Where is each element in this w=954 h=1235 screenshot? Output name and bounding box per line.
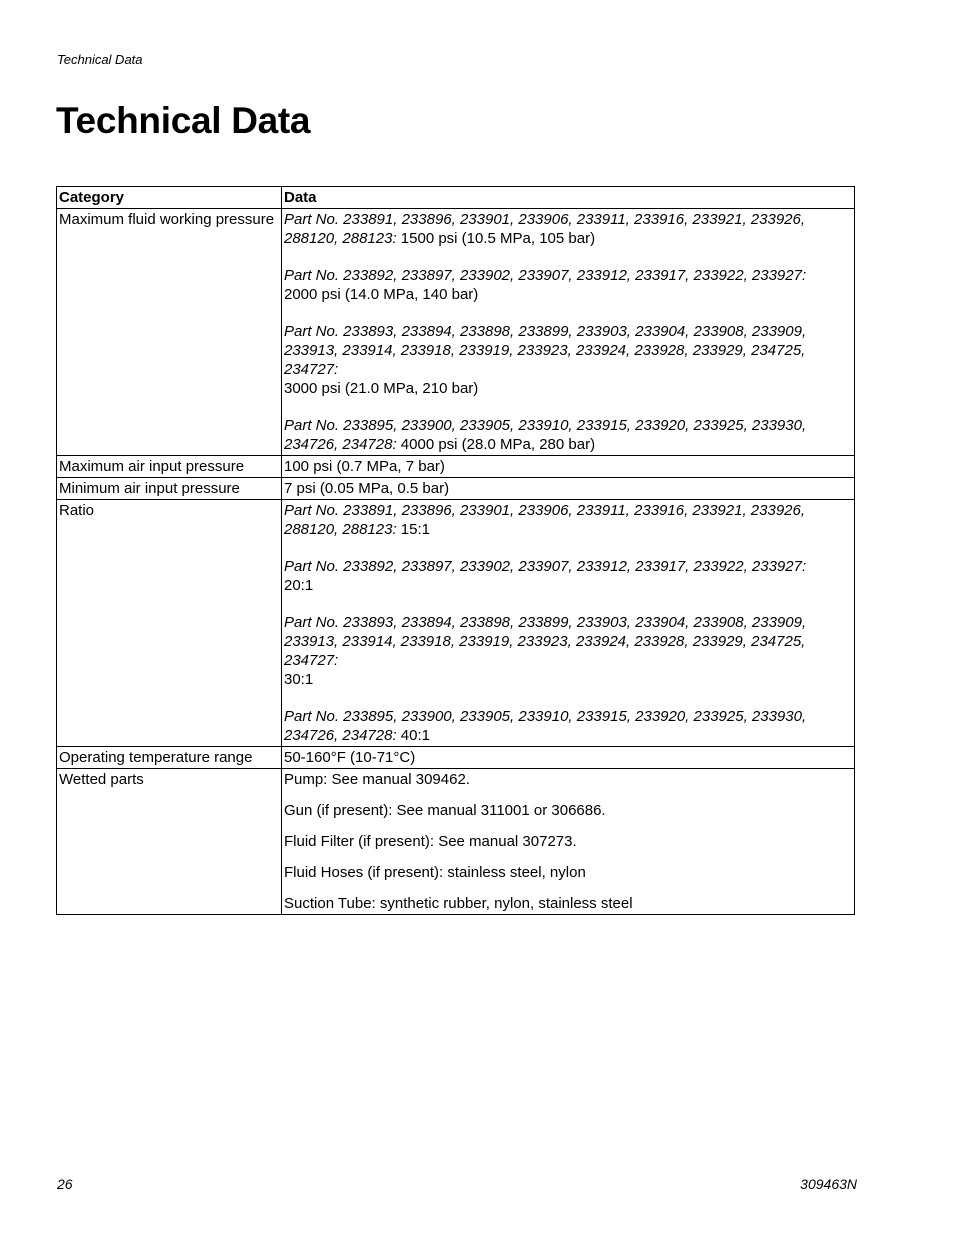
pressure-group-4000: [284, 416, 852, 454]
running-header: Technical Data: [57, 52, 143, 67]
part-numbers: Part No. 233893, 233894, 233898, 233899, 233903, 233904, 233908, 233909, 233913, 233914, 233918, 233919, 233923, 233924, 233928, 233929, 234725, 234727:: [284, 614, 807, 669]
column-header-data: Data: [282, 187, 855, 209]
document-number: 309463N: [800, 1176, 857, 1192]
pressure-group-1500: [284, 210, 852, 248]
part-numbers: Part No. 233893, 233894, 233898, 233899, 233903, 233904, 233908, 233909, 233913, 233914, 233918, 233919, 233923, 233924, 233928, 233929, 234725, 234727:: [284, 323, 807, 378]
part-numbers: Part No. 233891, 233896, 233901, 233906, 233911, 233916, 233921, 233926, 288120, 288123:: [284, 502, 806, 538]
table-row-min-air-pressure: [57, 478, 855, 500]
ratio-value: 15:1: [396, 521, 430, 538]
data-cell: [282, 769, 855, 915]
table-row-max-air-pressure: [57, 456, 855, 478]
category-cell: Maximum fluid working pressure: [57, 209, 282, 456]
ratio-group-40: [284, 707, 852, 745]
part-numbers: Part No. 233892, 233897, 233902, 233907, 233912, 233917, 233922, 233927:: [284, 267, 807, 284]
pressure-value: 2000 psi (14.0 MPa, 140 bar): [284, 286, 479, 303]
part-numbers: Part No. 233892, 233897, 233902, 233907, 233912, 233917, 233922, 233927:: [284, 558, 807, 575]
wetted-item-suction-tube: Suction Tube: synthetic rubber, nylon, stainless steel: [284, 895, 633, 912]
data-cell: 7 psi (0.05 MPa, 0.5 bar): [282, 478, 855, 500]
part-numbers: Part No. 233895, 233900, 233905, 233910, 233915, 233920, 233925, 233930, 234726, 234728:: [284, 708, 807, 744]
table-row-max-fluid-pressure: [57, 209, 855, 456]
pressure-group-3000: [284, 322, 852, 398]
ratio-group-30: [284, 613, 852, 689]
ratio-group-15: [284, 501, 852, 539]
part-numbers: Part No. 233895, 233900, 233905, 233910, 233915, 233920, 233925, 233930, 234726, 234728:: [284, 417, 807, 453]
wetted-item-fluid-filter: Fluid Filter (if present): See manual 307273.: [284, 833, 577, 850]
part-numbers: Part No. 233891, 233896, 233901, 233906, 233911, 233916, 233921, 233926, 288120, 288123:: [284, 211, 806, 247]
pressure-value: 4000 psi (28.0 MPa, 280 bar): [396, 436, 596, 453]
category-cell: Operating temperature range: [57, 747, 282, 769]
technical-data-table: [56, 186, 855, 915]
ratio-value: 20:1: [284, 577, 314, 594]
pressure-value: 3000 psi (21.0 MPa, 210 bar): [284, 380, 479, 397]
page-title: Technical Data: [56, 100, 311, 141]
wetted-item-gun: Gun (if present): See manual 311001 or 306686.: [284, 802, 606, 819]
data-cell: 100 psi (0.7 MPa, 7 bar): [282, 456, 855, 478]
table-header-row: [57, 187, 855, 209]
table-row-wetted-parts: [57, 769, 855, 915]
table-row-temperature: [57, 747, 855, 769]
category-cell: Ratio: [57, 500, 282, 747]
ratio-value: 30:1: [284, 671, 314, 688]
category-cell: Wetted parts: [57, 769, 282, 915]
page-number: 26: [57, 1176, 73, 1192]
data-cell: 50-160°F (10-71°C): [282, 747, 855, 769]
pressure-group-2000: [284, 266, 852, 304]
wetted-item-pump: Pump: See manual 309462.: [284, 771, 470, 788]
data-cell: [282, 209, 855, 456]
data-cell: [282, 500, 855, 747]
category-cell: Maximum air input pressure: [57, 456, 282, 478]
pressure-value: 1500 psi (10.5 MPa, 105 bar): [396, 230, 596, 247]
ratio-group-20: [284, 557, 852, 595]
table-row-ratio: [57, 500, 855, 747]
ratio-value: 40:1: [396, 727, 430, 744]
column-header-category: Category: [57, 187, 282, 209]
wetted-item-fluid-hoses: Fluid Hoses (if present): stainless steel, nylon: [284, 864, 586, 881]
category-cell: Minimum air input pressure: [57, 478, 282, 500]
